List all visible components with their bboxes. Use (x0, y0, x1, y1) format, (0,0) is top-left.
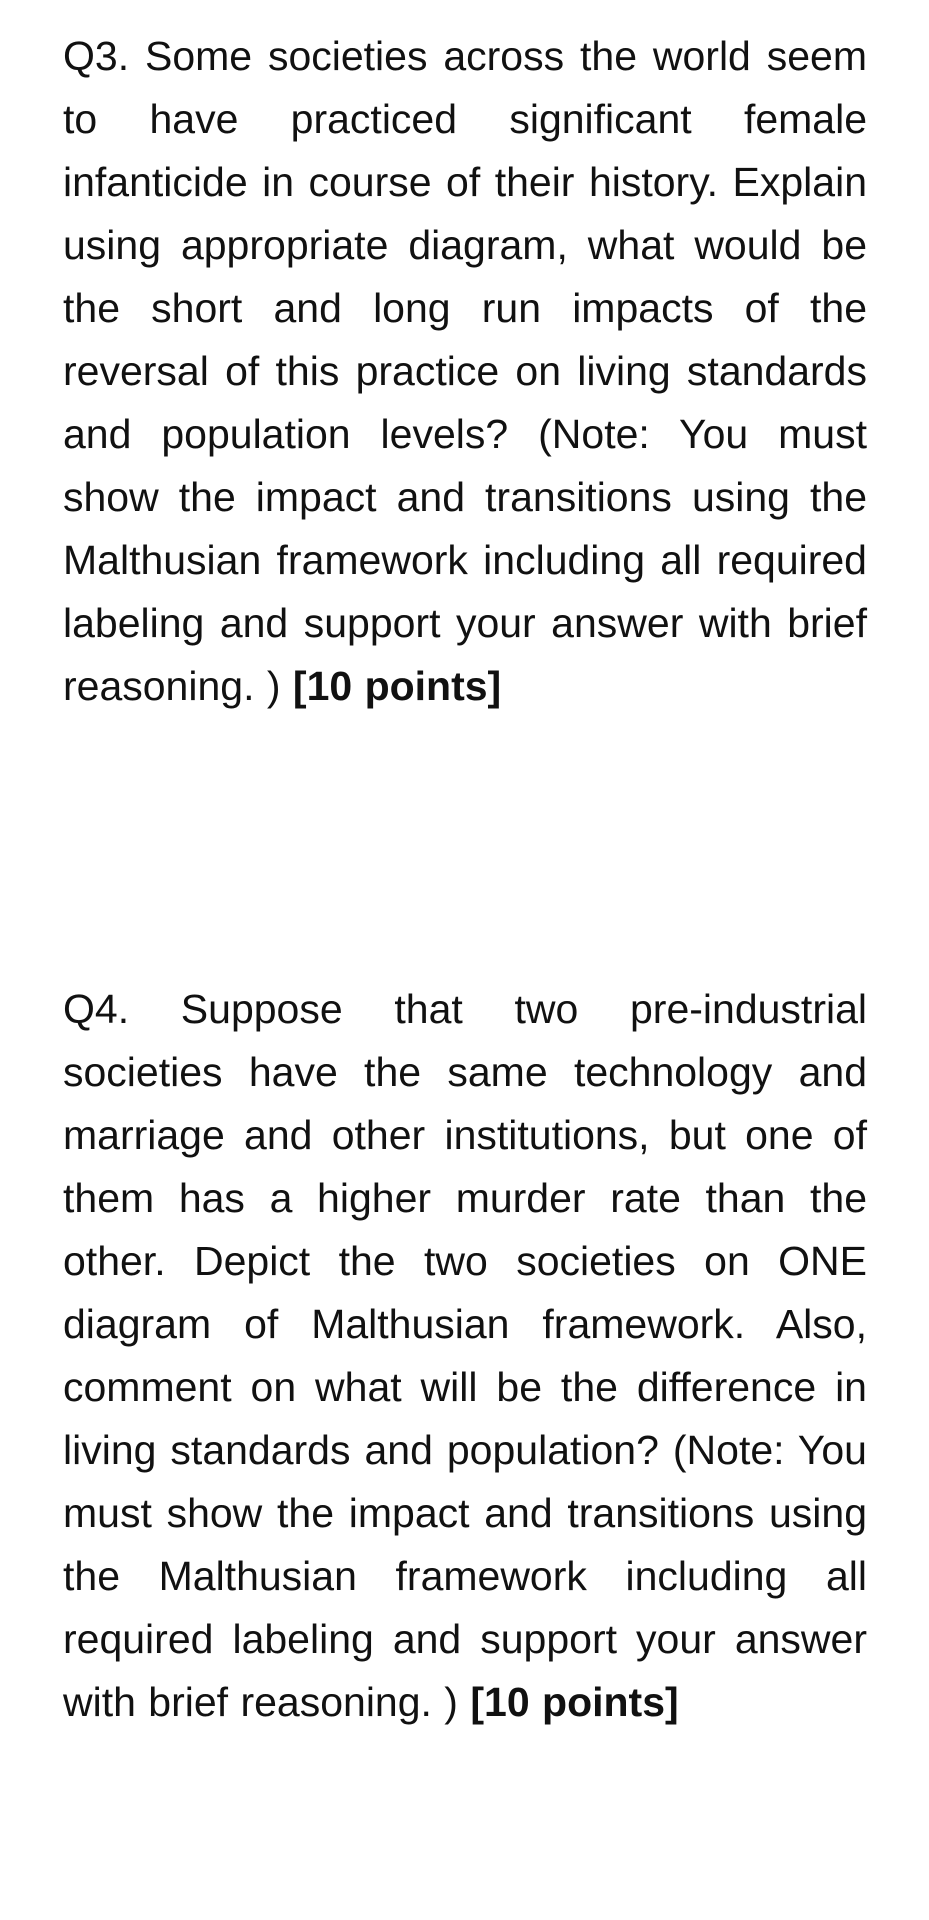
question-3 (63, 25, 867, 718)
question-4-text: Q4. Suppose that two pre-industrial societies have the same technology and marriage and other institutions, but one of them has a higher murder rate than the other. Depict the two societies on ONE diagram of Malthusian framework. Also, comment on what will be the difference in living standards and population? (Note: You must show the impact and transitions using the Malthusian framework including all required labeling and support your answer with brief reasoning. ) (63, 986, 867, 1725)
question-4 (63, 978, 867, 1734)
question-3-text: Q3. Some societies across the world seem to have practiced significant female infanticide in course of their history. Explain using appropriate diagram, what would be the short and long run impacts of the reversal of this practice on living standards and population levels? (Note: You must show the impact and transitions using the Malthusian framework including all required labeling and support your answer with brief reasoning. ) (63, 33, 867, 709)
question-3-points: [10 points] (292, 663, 502, 709)
question-4-points: [10 points] (470, 1679, 679, 1725)
